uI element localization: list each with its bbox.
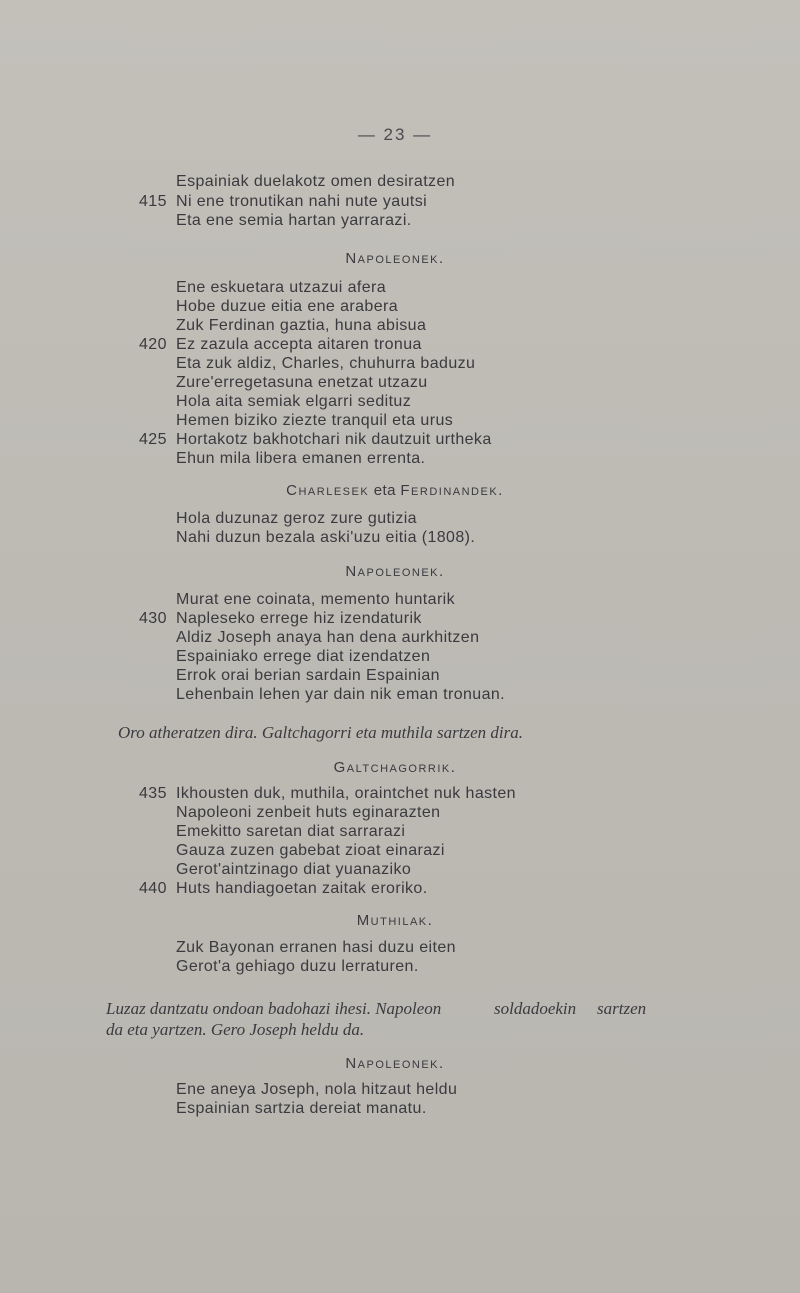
verse-line: Ene eskuetara utzazui afera [176, 279, 387, 296]
verse-line: Espainiako errege diat izendatzen [176, 648, 431, 665]
speaker-name: Ferdinandek. [400, 482, 504, 499]
verse-line: Zure'erregetasuna enetzat utzazu [176, 374, 428, 391]
verse-line: Eta zuk aldiz, Charles, chuhurra baduzu [176, 355, 476, 372]
speaker-heading: Napoleonek. [345, 1055, 445, 1072]
stage-direction: soldadoekin [494, 999, 577, 1018]
stage-direction: Luzaz dantzatu ondoan badohazi ihesi. Napoleon [106, 999, 442, 1018]
verse-line: Hola aita semiak elgarri sedituz [176, 393, 412, 410]
verse-line: Zuk Ferdinan gaztia, huna abisua [176, 317, 427, 334]
verse-line: Aldiz Joseph anaya han dena aurkhitzen [176, 629, 480, 646]
stage-direction: da eta yartzen. Gero Joseph heldu da. [106, 1020, 365, 1039]
line-number: 420 [139, 336, 167, 353]
speaker-heading: Napoleonek. [345, 250, 445, 267]
verse-line: Espainiak duelakotz omen desiratzen [176, 173, 456, 190]
line-number: 415 [139, 193, 167, 210]
verse-line: Hola duzunaz geroz zure gutizia [176, 510, 417, 527]
line-number: 440 [139, 880, 167, 897]
speaker-heading [0, 481, 790, 501]
verse-line: Gerot'aintzinago diat yuanaziko [176, 861, 412, 878]
verse-line: Ez zazula accepta aitaren tronua [176, 336, 422, 353]
verse-line: Huts handiagoetan zaitak eroriko. [176, 880, 428, 897]
speaker-name: Charlesek [286, 482, 370, 499]
verse-line: Errok orai berian sardain Espainian [176, 667, 440, 684]
verse-line: Hobe duzue eitia ene arabera [176, 298, 399, 315]
verse-line: Hortakotz bakhotchari nik dautzuit urtheka [176, 431, 492, 448]
verse-line: Gerot'a gehiago duzu lerraturen. [176, 958, 419, 975]
verse-line: Gauza zuzen gabebat zioat einarazi [176, 842, 445, 859]
verse-line: Napoleoni zenbeit huts eginarazten [176, 804, 441, 821]
stage-direction: Oro atheratzen dira. Galtchagorri eta muthila sartzen dira. [118, 723, 524, 742]
speaker-heading: Galtchagorrik. [333, 759, 457, 776]
verse-line: Espainian sartzia dereiat manatu. [176, 1100, 427, 1117]
stage-direction: sartzen [597, 999, 647, 1018]
speaker-heading: Muthilak. [356, 912, 434, 929]
verse-line: Lehenbain lehen yar dain nik eman tronuan. [176, 686, 506, 703]
verse-line: Eta ene semia hartan yarrarazi. [176, 212, 412, 229]
line-number: 435 [139, 785, 167, 802]
verse-line: Ene aneya Joseph, nola hitzaut heldu [176, 1081, 458, 1098]
page-number: — 23 — [357, 125, 433, 144]
verse-line: Ehun mila libera emanen errenta. [176, 450, 426, 467]
verse-line: Murat ene coinata, memento huntarik [176, 591, 456, 608]
verse-line: Napleseko errege hiz izendaturik [176, 610, 422, 627]
line-number: 430 [139, 610, 167, 627]
speaker-heading: Napoleonek. [345, 563, 445, 580]
line-number: 425 [139, 431, 167, 448]
verse-line: Hemen biziko ziezte tranquil eta urus [176, 412, 454, 429]
verse-line: Ikhousten duk, muthila, oraintchet nuk hasten [176, 785, 516, 802]
verse-line: Nahi duzun bezala aski'uzu eitia (1808). [176, 529, 476, 546]
verse-line: Ni ene tronutikan nahi nute yautsi [176, 193, 428, 210]
verse-line: Emekitto saretan diat sarrarazi [176, 823, 406, 840]
verse-line: Zuk Bayonan erranen hasi duzu eiten [176, 939, 456, 956]
speaker-conjunction: eta [369, 482, 401, 499]
